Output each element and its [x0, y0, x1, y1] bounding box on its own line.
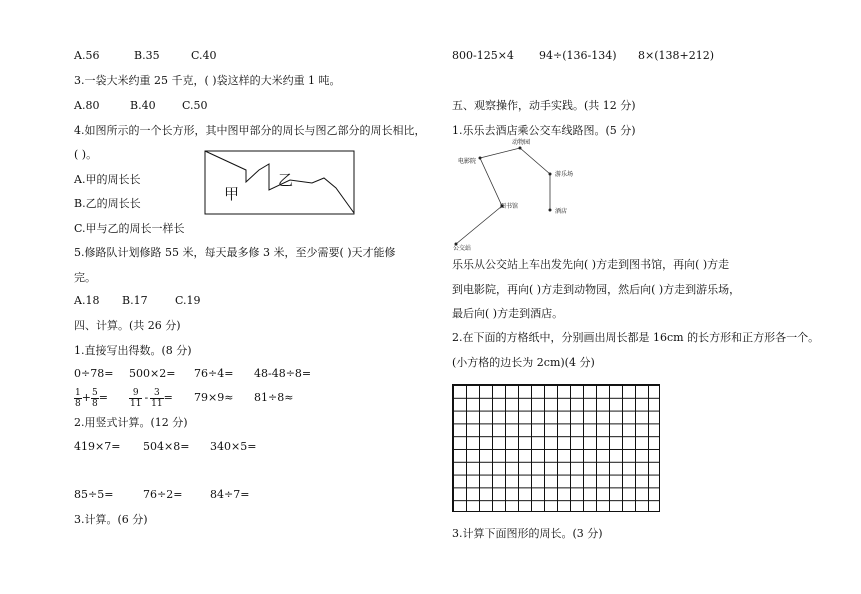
- s5-q1-line3: 最后向( )方走到酒店。: [452, 307, 564, 320]
- figure-label-jia: 甲: [224, 185, 240, 203]
- q2-option-c: C.40: [191, 49, 217, 62]
- calc-item: 76÷4=: [194, 367, 234, 380]
- vertical-calc-item: 419×7=: [74, 440, 121, 453]
- calc-item: 500×2=: [129, 367, 176, 380]
- q2-option-a: A.56: [74, 49, 100, 62]
- grid-paper: [452, 384, 660, 512]
- q3-option-b: B.40: [130, 99, 156, 112]
- map-label-hotel: 酒店: [555, 208, 568, 215]
- q4-option-a: A.甲的周长长: [74, 173, 141, 186]
- calc-item: 8×(138+212): [638, 49, 715, 62]
- calc-item: 800-125×4: [452, 49, 514, 62]
- s5-q3-title: 3.计算下面图形的周长。(3 分): [452, 527, 603, 540]
- s4-q3-title: 3.计算。(6 分): [74, 513, 148, 526]
- frac-denominator: 8: [91, 398, 98, 409]
- map-label-cinema: 电影院: [458, 158, 477, 165]
- s5-q1-title: 1.乐乐去酒店乘公交车线路图。(5 分): [452, 124, 636, 137]
- vertical-calc-item: 340×5=: [210, 440, 257, 453]
- vertical-calc-item: 84÷7=: [210, 488, 250, 501]
- map-label-amusement-park: 游乐场: [555, 171, 574, 178]
- frac-denominator: 11: [151, 398, 163, 409]
- section4-title: 四、计算。(共 26 分): [74, 319, 181, 332]
- q3-option-c: C.50: [182, 99, 208, 112]
- frac-denominator: 11: [130, 398, 142, 409]
- frac-numerator: 1: [75, 387, 81, 398]
- q5-option-b: B.17: [122, 294, 148, 307]
- frac-numerator: 3: [150, 388, 163, 399]
- s4-q2-title: 2.用竖式计算。(12 分): [74, 416, 188, 429]
- s5-q1-line1: 乐乐从公交站上车出发先向( )方走到图书馆，再向( )方走: [452, 258, 730, 271]
- q5-option-a: A.18: [74, 294, 100, 307]
- q5-option-c: C.19: [175, 294, 201, 307]
- q3-text: 3.一袋大米约重 25 千克，( )袋这样的大米约重 1 吨。: [74, 74, 341, 87]
- q3-option-a: A.80: [74, 99, 100, 112]
- q4-text-line1: 4.如图所示的一个长方形，其中图甲部分的周长与图乙部分的周长相比，: [74, 124, 426, 137]
- s5-q2-line1: 2.在下面的方格纸中，分别画出周长都是 16cm 的长方形和正方形各一个。: [452, 331, 820, 344]
- calc-item: 48-48÷8=: [254, 367, 312, 380]
- fraction-difference: $\frac{9}{11}$ - $\frac{3}{11}$ =: [130, 387, 173, 409]
- calc-item: 81÷8≈: [254, 391, 294, 404]
- q4-option-b: B.乙的周长长: [74, 197, 141, 210]
- route-map: [452, 136, 592, 254]
- calc-item: 79×9≈: [194, 391, 234, 404]
- s5-q2-line2: (小方格的边长为 2cm)(4 分): [452, 356, 595, 369]
- fraction-sum: $\frac{1}{8}$ + $\frac{5}{8}$ =: [75, 387, 108, 409]
- s5-q1-line2: 到电影院，再向( )方走到动物园，然后向( )方走到游乐场，: [452, 283, 741, 296]
- q4-text-line2: ( )。: [74, 148, 98, 161]
- map-label-library: 图书馆: [500, 203, 519, 210]
- calc-item: 94÷(136-134): [539, 49, 617, 62]
- map-label-bus-stop: 公交站: [453, 245, 472, 252]
- vertical-calc-item: 504×8=: [143, 440, 190, 453]
- frac-numerator: 9: [129, 388, 142, 399]
- map-label-zoo: 动物园: [512, 139, 531, 146]
- calc-item: 0÷78=: [74, 367, 114, 380]
- vertical-calc-item: 85÷5=: [74, 488, 114, 501]
- section5-title: 五、观察操作，动手实践。(共 12 分): [452, 99, 636, 112]
- q2-option-b: B.35: [134, 49, 160, 62]
- frac-numerator: 5: [91, 387, 98, 398]
- frac-operator: -: [144, 391, 149, 404]
- q4-option-c: C.甲与乙的周长一样长: [74, 222, 185, 235]
- frac-operator: +: [81, 391, 91, 404]
- vertical-calc-item: 76÷2=: [143, 488, 183, 501]
- s4-q1-title: 1.直接写出得数。(8 分): [74, 344, 192, 357]
- figure-label-yi: 乙: [278, 171, 294, 189]
- q5-text-line1: 5.修路队计划修路 55 米，每天最多修 3 米，至少需要( )天才能修: [74, 246, 396, 259]
- q5-text-line2: 完。: [74, 271, 96, 284]
- frac-denominator: 8: [75, 398, 81, 409]
